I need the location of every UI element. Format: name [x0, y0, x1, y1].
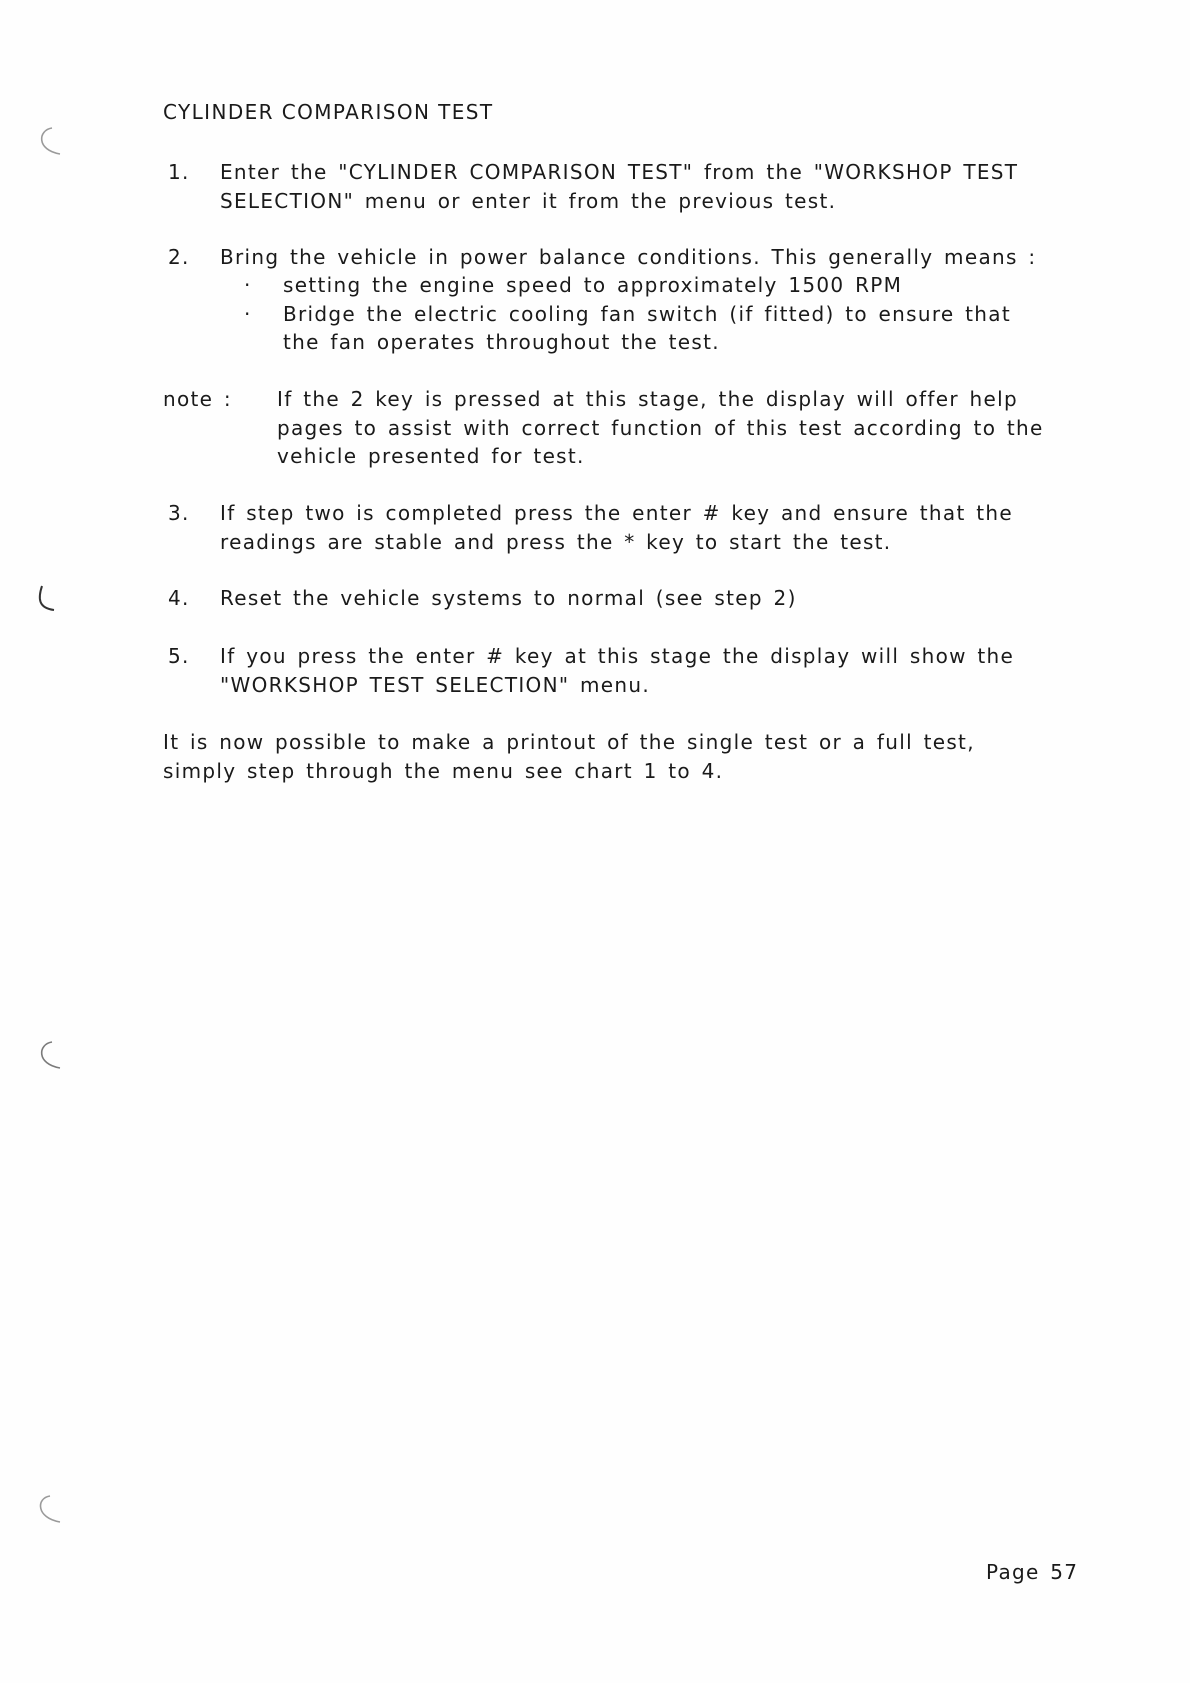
step-line: "WORKSHOP TEST SELECTION" menu. — [220, 672, 650, 697]
bullet-item — [240, 271, 1011, 300]
step-number: 5. — [168, 644, 190, 668]
step-line: Enter the "CYLINDER COMPARISON TEST" from the "WORKSHOP TEST — [220, 160, 1019, 184]
step-number: 4. — [168, 586, 190, 610]
closing-paragraph — [163, 728, 975, 785]
step-2-bullet-list — [240, 271, 1011, 357]
closing-line: It is now possible to make a printout of the single test or a full test, — [163, 730, 975, 754]
step-line: Bring the vehicle in power balance conditions. This generally means : — [220, 245, 1037, 269]
punch-hole-mark-icon — [30, 1038, 64, 1072]
step-line: If you press the enter # key at this stage the display will show the — [220, 644, 1015, 668]
step-line: readings are stable and press the * key to start the test. — [220, 529, 892, 554]
bullet-dot-icon: · — [244, 273, 252, 297]
step-number: 2. — [168, 245, 190, 269]
note-line: pages to assist with correct function of this test according to the — [277, 415, 1044, 440]
note-line: If the 2 key is pressed at this stage, the display will offer help — [277, 387, 1018, 411]
step-text — [220, 243, 1036, 272]
bullet-item — [240, 300, 1011, 357]
closing-line: simply step through the menu see chart 1 to 4. — [163, 758, 724, 783]
bullet-line: setting the engine speed to approximately 1500 RPM — [283, 273, 903, 297]
bullet-line: the fan operates throughout the test. — [283, 330, 720, 354]
step-number: 3. — [168, 501, 190, 525]
step-number: 1. — [168, 160, 190, 184]
bullet-line: Bridge the electric cooling fan switch (if fitted) to ensure that — [283, 301, 1011, 326]
step-line: Reset the vehicle systems to normal (see step 2) — [220, 586, 797, 610]
step-text — [220, 158, 1018, 215]
step-line: SELECTION" menu or enter it from the previous test. — [220, 188, 837, 213]
punch-hole-mark-icon — [30, 1492, 64, 1526]
punch-hole-mark-icon — [30, 124, 64, 158]
step-text — [220, 642, 1014, 699]
step-line: If step two is completed press the enter # key and ensure that the — [220, 501, 1013, 525]
step-text — [220, 499, 1013, 556]
note-label: note : — [163, 387, 232, 411]
page-title: CYLINDER COMPARISON TEST — [163, 100, 494, 124]
step-text — [220, 584, 797, 613]
bullet-dot-icon: · — [244, 301, 252, 326]
punch-hole-mark-icon — [30, 584, 64, 618]
note-line: vehicle presented for test. — [277, 444, 585, 468]
page-number: Page 57 — [986, 1560, 1079, 1584]
note-text — [277, 385, 1044, 471]
